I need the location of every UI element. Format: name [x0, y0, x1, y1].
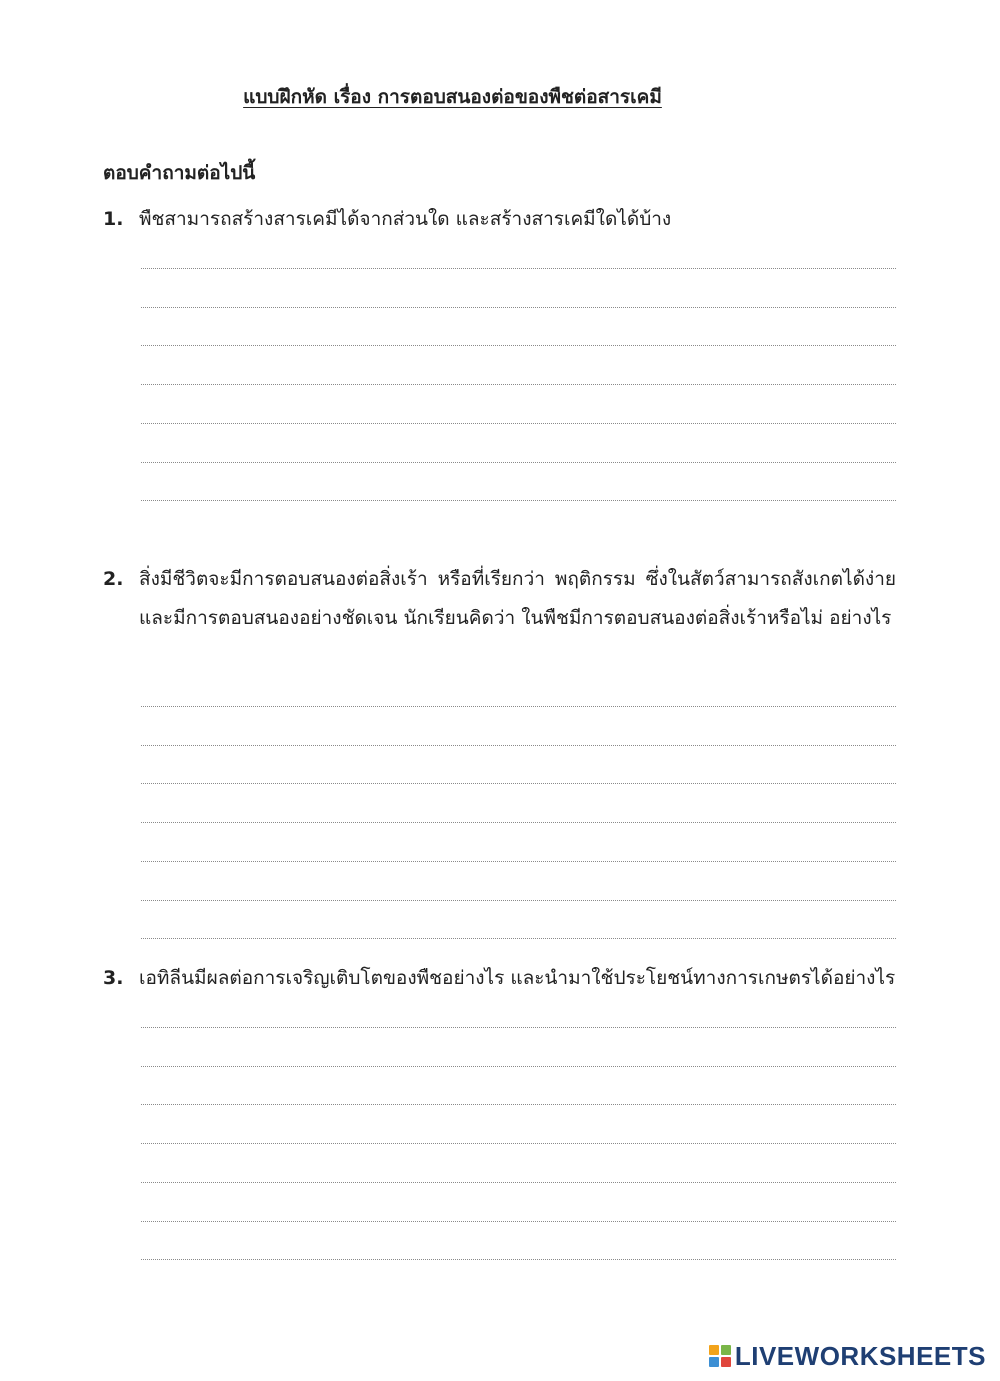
- answer-line[interactable]: [141, 1066, 896, 1067]
- worksheet-title: แบบฝึกหัด เรื่อง การตอบสนองต่อของพืชต่อสารเคมี: [243, 86, 662, 108]
- answer-line[interactable]: [141, 423, 896, 424]
- answer-area-2[interactable]: [141, 706, 896, 940]
- answer-line[interactable]: [141, 307, 896, 308]
- logo-text: LIVEWORKSHEETS: [734, 1341, 986, 1371]
- answer-line[interactable]: [141, 1143, 896, 1144]
- liveworksheets-logo: [709, 1343, 986, 1369]
- answer-line[interactable]: [141, 384, 896, 385]
- question-number: 2.: [103, 568, 124, 590]
- question-2: [103, 560, 896, 637]
- answer-area-3[interactable]: [141, 1027, 896, 1261]
- answer-line[interactable]: [141, 1259, 896, 1260]
- answer-line[interactable]: [141, 745, 896, 746]
- answer-line[interactable]: [141, 500, 896, 501]
- liveworksheets-logo-icon: [709, 1345, 731, 1367]
- answer-line[interactable]: [141, 822, 896, 823]
- answer-line[interactable]: [141, 268, 896, 269]
- answer-line[interactable]: [141, 783, 896, 784]
- answer-line[interactable]: [141, 861, 896, 862]
- answer-line[interactable]: [141, 1027, 896, 1028]
- instruction-text: ตอบคำถามต่อไปนี้: [103, 162, 256, 184]
- answer-line[interactable]: [141, 1221, 896, 1222]
- answer-line[interactable]: [141, 706, 896, 707]
- question-3: [103, 959, 896, 998]
- question-text: เอทิลีนมีผลต่อการเจริญเติบโตของพืชอย่างไร และนำมาใช้ประโยชน์ทางการเกษตรได้อย่างไร: [139, 967, 896, 989]
- question-number: 3.: [103, 967, 124, 989]
- question-number: 1.: [103, 208, 124, 230]
- answer-line[interactable]: [141, 938, 896, 939]
- question-text: สิ่งมีชีวิตจะมีการตอบสนองต่อสิ่งเร้า หรือที่เรียกว่า พฤติกรรม ซึ่งในสัตว์สามารถสังเกตได้ง่ายและมีการตอบสนองอย่างชัดเจน นักเรียนคิดว่า ในพืชมีการตอบสนองต่อสิ่งเร้าหรือไม่ อย่างไร: [139, 568, 896, 629]
- question-text: พืชสามารถสร้างสารเคมีได้จากส่วนใด และสร้างสารเคมีใดได้บ้าง: [139, 208, 672, 230]
- answer-line[interactable]: [141, 900, 896, 901]
- answer-line[interactable]: [141, 345, 896, 346]
- answer-line[interactable]: [141, 1182, 896, 1183]
- question-1: [103, 200, 896, 239]
- answer-line[interactable]: [141, 462, 896, 463]
- answer-area-1[interactable]: [141, 268, 896, 502]
- answer-line[interactable]: [141, 1104, 896, 1105]
